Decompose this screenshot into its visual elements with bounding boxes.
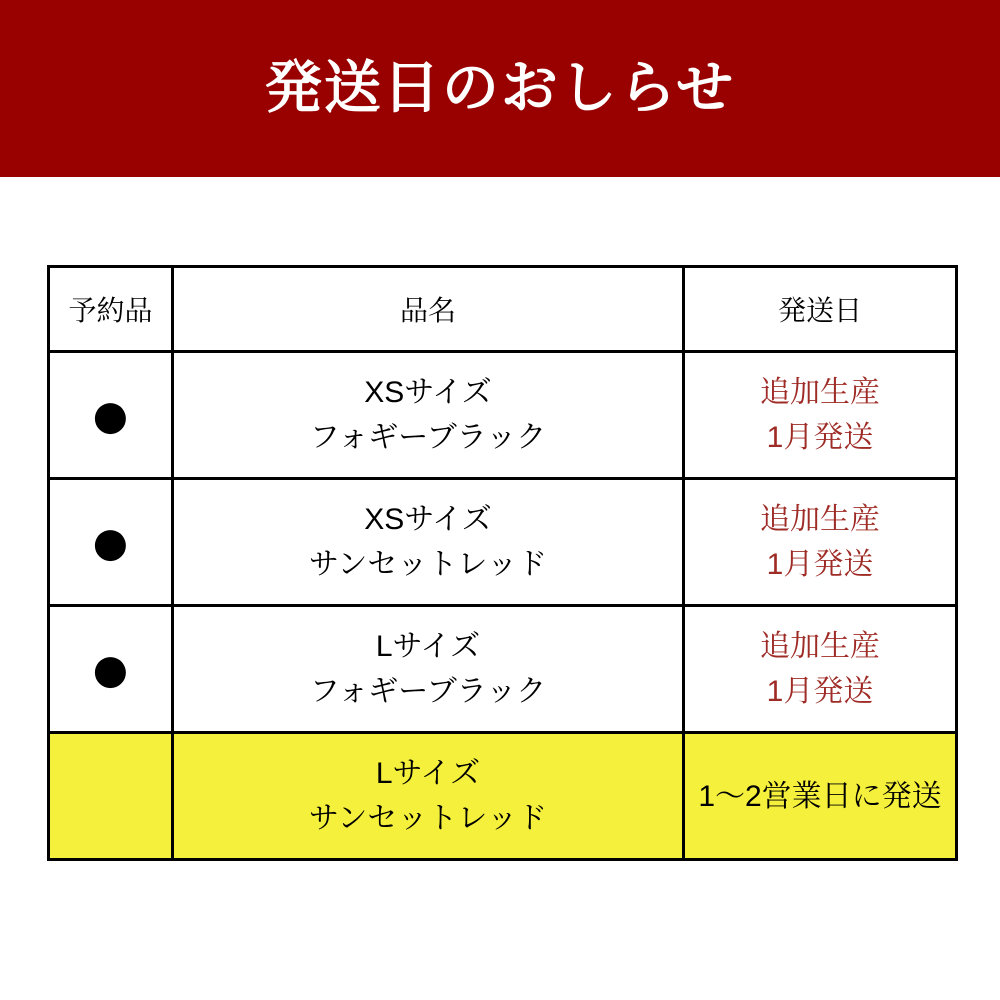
column-header-ship-date: 発送日 (684, 267, 957, 352)
product-size: Lサイズ (375, 630, 481, 663)
column-header-product-name: 品名 (173, 267, 684, 352)
column-header-reserved: 予約品 (49, 267, 173, 352)
product-color: フォギーブラック (309, 675, 547, 708)
ship-date-line1: 1〜2営業日に発送 (698, 779, 942, 813)
reserved-cell (49, 479, 173, 606)
ship-date-line2: 1月発送 (766, 675, 874, 708)
product-size: Lサイズ (375, 757, 481, 790)
reserved-cell (49, 733, 173, 860)
reserved-cell (49, 352, 173, 479)
shipping-table-container (47, 265, 1000, 861)
header-banner (0, 0, 1000, 177)
product-size: XSサイズ (364, 376, 492, 409)
product-name-cell (173, 606, 684, 733)
table-row-highlighted (49, 733, 957, 860)
ship-date-line1: 追加生産 (760, 503, 880, 536)
page-title: 発送日のおしらせ (264, 56, 736, 120)
reserved-dot-icon: ● (88, 628, 133, 709)
product-name-cell (173, 479, 684, 606)
shipping-table (47, 265, 958, 861)
table-header-row (49, 267, 957, 352)
reserved-cell (49, 606, 173, 733)
reserved-dot-icon: ● (88, 374, 133, 455)
ship-date-cell (684, 352, 957, 479)
table-row (49, 479, 957, 606)
product-size: XSサイズ (364, 503, 492, 536)
ship-date-line1: 追加生産 (760, 630, 880, 663)
ship-date-cell (684, 606, 957, 733)
ship-date-cell (684, 479, 957, 606)
table-row (49, 606, 957, 733)
product-color: サンセットレッド (308, 802, 548, 835)
ship-date-line1: 追加生産 (760, 376, 880, 409)
ship-date-line2: 1月発送 (766, 421, 874, 454)
reserved-dot-icon: ● (88, 501, 133, 582)
product-name-cell (173, 352, 684, 479)
table-row (49, 352, 957, 479)
product-color: サンセットレッド (308, 548, 548, 581)
product-color: フォギーブラック (309, 421, 547, 454)
ship-date-cell (684, 733, 957, 860)
ship-date-line2: 1月発送 (766, 548, 874, 581)
product-name-cell (173, 733, 684, 860)
